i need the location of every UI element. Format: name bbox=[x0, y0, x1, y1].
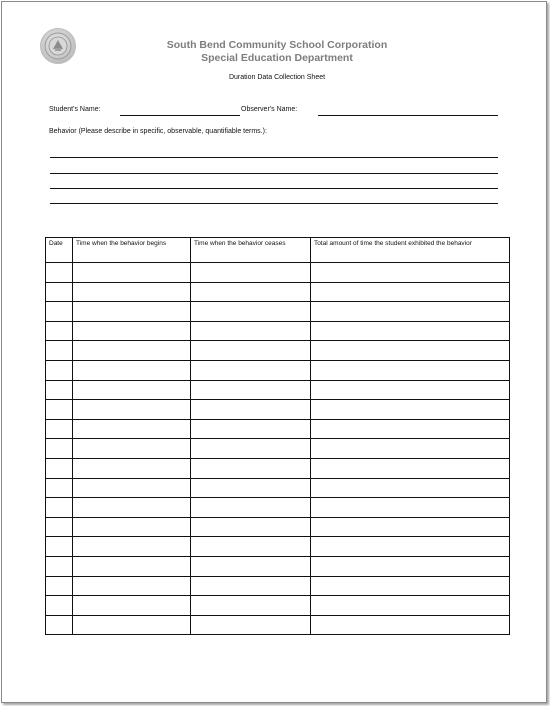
start-time-cell[interactable] bbox=[73, 596, 191, 616]
organization-name: South Bend Community School Corporation bbox=[166, 39, 388, 51]
end-time-cell[interactable] bbox=[191, 596, 311, 616]
date-cell[interactable] bbox=[46, 282, 73, 302]
end-time-cell[interactable] bbox=[191, 360, 311, 380]
start-time-cell[interactable] bbox=[73, 282, 191, 302]
start-time-cell[interactable] bbox=[73, 478, 191, 498]
total-time-cell[interactable] bbox=[311, 498, 510, 518]
date-cell[interactable] bbox=[46, 615, 73, 635]
date-cell[interactable] bbox=[46, 458, 73, 478]
total-time-cell[interactable] bbox=[311, 321, 510, 341]
total-time-cell[interactable] bbox=[311, 517, 510, 537]
date-cell[interactable] bbox=[46, 596, 73, 616]
table-row bbox=[46, 419, 510, 439]
end-time-cell[interactable] bbox=[191, 615, 311, 635]
start-time-cell[interactable] bbox=[73, 517, 191, 537]
table-row bbox=[46, 302, 510, 322]
total-time-cell[interactable] bbox=[311, 380, 510, 400]
total-time-cell[interactable] bbox=[311, 615, 510, 635]
start-time-cell[interactable] bbox=[73, 439, 191, 459]
form-title: Duration Data Collection Sheet bbox=[228, 74, 326, 81]
date-cell[interactable] bbox=[46, 439, 73, 459]
start-time-cell[interactable] bbox=[73, 263, 191, 283]
table-row bbox=[46, 498, 510, 518]
table-row bbox=[46, 380, 510, 400]
end-time-cell[interactable] bbox=[191, 302, 311, 322]
behavior-line-1[interactable] bbox=[50, 157, 498, 158]
total-time-cell[interactable] bbox=[311, 302, 510, 322]
end-time-cell[interactable] bbox=[191, 556, 311, 576]
start-time-cell[interactable] bbox=[73, 576, 191, 596]
end-time-cell[interactable] bbox=[191, 458, 311, 478]
start-time-cell[interactable] bbox=[73, 321, 191, 341]
column-header-start-time: Time when the behavior begins bbox=[73, 238, 191, 263]
date-cell[interactable] bbox=[46, 498, 73, 518]
start-time-cell[interactable] bbox=[73, 341, 191, 361]
date-cell[interactable] bbox=[46, 341, 73, 361]
behavior-line-2[interactable] bbox=[50, 173, 498, 174]
date-cell[interactable] bbox=[46, 302, 73, 322]
start-time-cell[interactable] bbox=[73, 400, 191, 420]
table-row bbox=[46, 596, 510, 616]
end-time-cell[interactable] bbox=[191, 576, 311, 596]
end-time-cell[interactable] bbox=[191, 321, 311, 341]
behavior-line-4[interactable] bbox=[50, 203, 498, 204]
total-time-cell[interactable] bbox=[311, 263, 510, 283]
end-time-cell[interactable] bbox=[191, 517, 311, 537]
start-time-cell[interactable] bbox=[73, 498, 191, 518]
column-header-total-time: Total amount of time the student exhibited the behavior bbox=[311, 238, 510, 263]
total-time-cell[interactable] bbox=[311, 537, 510, 557]
table-row bbox=[46, 263, 510, 283]
table-body bbox=[46, 263, 510, 635]
total-time-cell[interactable] bbox=[311, 341, 510, 361]
school-seal-icon bbox=[40, 28, 76, 64]
total-time-cell[interactable] bbox=[311, 282, 510, 302]
end-time-cell[interactable] bbox=[191, 419, 311, 439]
table-row bbox=[46, 615, 510, 635]
start-time-cell[interactable] bbox=[73, 360, 191, 380]
date-cell[interactable] bbox=[46, 537, 73, 557]
student-name-field[interactable] bbox=[120, 115, 240, 116]
column-header-end-time: Time when the behavior ceases bbox=[191, 238, 311, 263]
date-cell[interactable] bbox=[46, 321, 73, 341]
table-row bbox=[46, 341, 510, 361]
table-row bbox=[46, 282, 510, 302]
end-time-cell[interactable] bbox=[191, 478, 311, 498]
table-row bbox=[46, 576, 510, 596]
total-time-cell[interactable] bbox=[311, 458, 510, 478]
start-time-cell[interactable] bbox=[73, 302, 191, 322]
total-time-cell[interactable] bbox=[311, 439, 510, 459]
student-name-label: Student's Name: bbox=[49, 106, 101, 113]
duration-table bbox=[45, 237, 510, 635]
end-time-cell[interactable] bbox=[191, 537, 311, 557]
end-time-cell[interactable] bbox=[191, 380, 311, 400]
total-time-cell[interactable] bbox=[311, 360, 510, 380]
start-time-cell[interactable] bbox=[73, 615, 191, 635]
end-time-cell[interactable] bbox=[191, 263, 311, 283]
start-time-cell[interactable] bbox=[73, 380, 191, 400]
end-time-cell[interactable] bbox=[191, 341, 311, 361]
observer-name-label: Observer's Name: bbox=[241, 106, 298, 113]
table-row bbox=[46, 321, 510, 341]
document-page bbox=[1, 1, 547, 703]
table-row bbox=[46, 360, 510, 380]
table-row bbox=[46, 400, 510, 420]
date-cell[interactable] bbox=[46, 360, 73, 380]
table-row bbox=[46, 439, 510, 459]
total-time-cell[interactable] bbox=[311, 576, 510, 596]
total-time-cell[interactable] bbox=[311, 478, 510, 498]
behavior-line-3[interactable] bbox=[50, 188, 498, 189]
end-time-cell[interactable] bbox=[191, 439, 311, 459]
date-cell[interactable] bbox=[46, 419, 73, 439]
table-row bbox=[46, 458, 510, 478]
department-name: Special Education Department bbox=[201, 52, 353, 64]
total-time-cell[interactable] bbox=[311, 400, 510, 420]
start-time-cell[interactable] bbox=[73, 419, 191, 439]
behavior-label: Behavior (Please describe in specific, observable, quantifiable terms.): bbox=[49, 128, 267, 135]
total-time-cell[interactable] bbox=[311, 596, 510, 616]
end-time-cell[interactable] bbox=[191, 498, 311, 518]
table-header-row bbox=[46, 238, 510, 263]
date-cell[interactable] bbox=[46, 576, 73, 596]
table-row bbox=[46, 537, 510, 557]
start-time-cell[interactable] bbox=[73, 458, 191, 478]
column-header-date: Date bbox=[46, 238, 73, 263]
date-cell[interactable] bbox=[46, 400, 73, 420]
observer-name-field[interactable] bbox=[318, 115, 498, 116]
date-cell[interactable] bbox=[46, 556, 73, 576]
start-time-cell[interactable] bbox=[73, 556, 191, 576]
end-time-cell[interactable] bbox=[191, 282, 311, 302]
table-row bbox=[46, 517, 510, 537]
table-row bbox=[46, 556, 510, 576]
date-cell[interactable] bbox=[46, 478, 73, 498]
start-time-cell[interactable] bbox=[73, 537, 191, 557]
date-cell[interactable] bbox=[46, 263, 73, 283]
date-cell[interactable] bbox=[46, 380, 73, 400]
total-time-cell[interactable] bbox=[311, 556, 510, 576]
total-time-cell[interactable] bbox=[311, 419, 510, 439]
end-time-cell[interactable] bbox=[191, 400, 311, 420]
date-cell[interactable] bbox=[46, 517, 73, 537]
table-row bbox=[46, 478, 510, 498]
